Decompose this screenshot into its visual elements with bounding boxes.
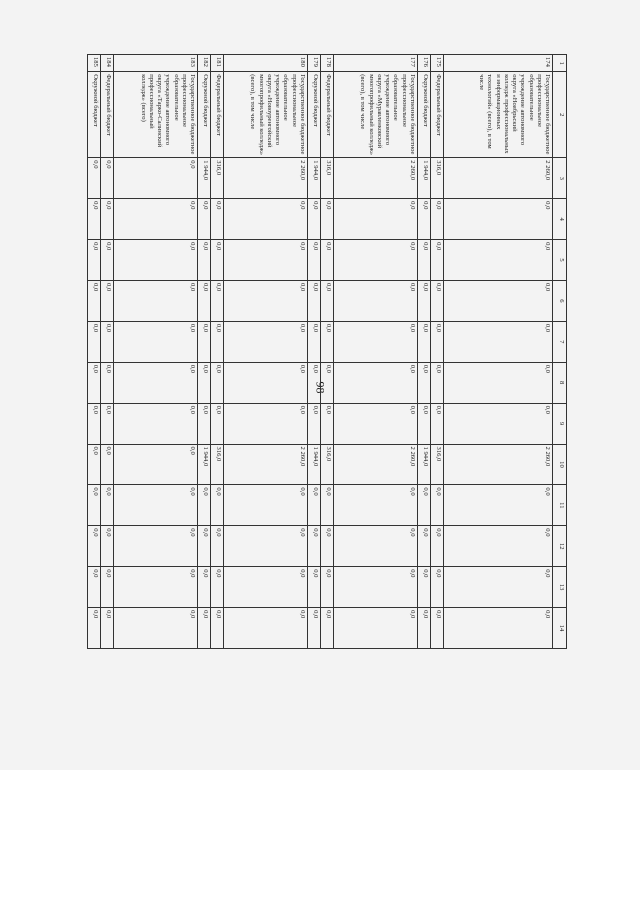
- value-cell: 0,0: [113, 280, 197, 321]
- value-cell: 1 944,0: [307, 444, 320, 485]
- value-cell: 1 944,0: [198, 444, 211, 485]
- value-cell: 0,0: [113, 240, 197, 281]
- value-cell: 1 944,0: [198, 158, 211, 199]
- value-cell: 0,0: [88, 240, 101, 281]
- value-cell: 0,0: [443, 403, 552, 444]
- header-cell: 10: [553, 444, 567, 485]
- row-number: 177: [333, 55, 417, 72]
- value-cell: 0,0: [210, 526, 223, 567]
- value-cell: 1 944,0: [417, 444, 430, 485]
- value-cell: 316,0: [320, 444, 333, 485]
- value-cell: 0,0: [210, 362, 223, 403]
- value-cell: 0,0: [113, 608, 197, 649]
- value-cell: 0,0: [101, 199, 114, 240]
- value-cell: 0,0: [333, 240, 417, 281]
- value-cell: 1 944,0: [417, 158, 430, 199]
- value-cell: 0,0: [101, 608, 114, 649]
- value-cell: 2 260,0: [333, 158, 417, 199]
- value-cell: 0,0: [320, 526, 333, 567]
- value-cell: 0,0: [88, 321, 101, 362]
- table-row: [333, 55, 417, 649]
- header-cell: 14: [553, 608, 567, 649]
- value-cell: 0,0: [430, 608, 443, 649]
- value-cell: 0,0: [307, 526, 320, 567]
- row-name: Федеральный бюджет: [430, 72, 443, 158]
- value-cell: 0,0: [333, 567, 417, 608]
- value-cell: 0,0: [113, 158, 197, 199]
- value-cell: 0,0: [101, 526, 114, 567]
- value-cell: 0,0: [88, 485, 101, 526]
- row-name: Федеральный бюджет: [320, 72, 333, 158]
- value-cell: 0,0: [101, 567, 114, 608]
- header-cell: 11: [553, 485, 567, 526]
- value-cell: 0,0: [320, 567, 333, 608]
- value-cell: 0,0: [430, 526, 443, 567]
- value-cell: 316,0: [320, 158, 333, 199]
- value-cell: 316,0: [430, 444, 443, 485]
- row-name: Окружной бюджет: [198, 72, 211, 158]
- value-cell: 0,0: [88, 444, 101, 485]
- value-cell: 0,0: [320, 608, 333, 649]
- table-body: [88, 55, 553, 649]
- value-cell: 0,0: [113, 526, 197, 567]
- value-cell: 0,0: [210, 608, 223, 649]
- value-cell: 0,0: [417, 403, 430, 444]
- value-cell: 0,0: [333, 362, 417, 403]
- value-cell: 0,0: [101, 403, 114, 444]
- row-number: 183: [113, 55, 197, 72]
- value-cell: 0,0: [307, 240, 320, 281]
- value-cell: 0,0: [320, 403, 333, 444]
- table-row: [307, 55, 320, 649]
- value-cell: 0,0: [210, 240, 223, 281]
- value-cell: 0,0: [320, 485, 333, 526]
- table-row: [101, 55, 114, 649]
- value-cell: 0,0: [333, 321, 417, 362]
- table-row: [210, 55, 223, 649]
- value-cell: 0,0: [113, 403, 197, 444]
- value-cell: 0,0: [417, 240, 430, 281]
- value-cell: 0,0: [223, 608, 307, 649]
- value-cell: 0,0: [113, 444, 197, 485]
- value-cell: 0,0: [88, 362, 101, 403]
- row-name: Окружной бюджет: [88, 72, 101, 158]
- value-cell: 0,0: [307, 280, 320, 321]
- header-cell: 1: [553, 55, 567, 72]
- value-cell: 0,0: [223, 485, 307, 526]
- value-cell: 0,0: [443, 567, 552, 608]
- value-cell: 0,0: [443, 608, 552, 649]
- value-cell: 0,0: [443, 526, 552, 567]
- value-cell: 0,0: [430, 240, 443, 281]
- value-cell: 0,0: [223, 321, 307, 362]
- header-cell: 12: [553, 526, 567, 567]
- value-cell: 0,0: [443, 280, 552, 321]
- value-cell: 0,0: [417, 526, 430, 567]
- row-number: 182: [198, 55, 211, 72]
- value-cell: 0,0: [113, 362, 197, 403]
- value-cell: 0,0: [307, 403, 320, 444]
- value-cell: 0,0: [443, 362, 552, 403]
- table-row: [443, 55, 552, 649]
- value-cell: 0,0: [223, 199, 307, 240]
- value-cell: 0,0: [101, 158, 114, 199]
- value-cell: 316,0: [430, 158, 443, 199]
- value-cell: 0,0: [443, 199, 552, 240]
- value-cell: 0,0: [333, 199, 417, 240]
- value-cell: 0,0: [198, 240, 211, 281]
- value-cell: 0,0: [333, 526, 417, 567]
- row-name: Федеральный бюджет: [210, 72, 223, 158]
- value-cell: 0,0: [307, 485, 320, 526]
- value-cell: 0,0: [198, 485, 211, 526]
- value-cell: 316,0: [210, 158, 223, 199]
- value-cell: 0,0: [210, 485, 223, 526]
- table-row: [198, 55, 211, 649]
- value-cell: 0,0: [417, 485, 430, 526]
- value-cell: 0,0: [198, 199, 211, 240]
- row-number: 180: [223, 55, 307, 72]
- row-number: 175: [430, 55, 443, 72]
- value-cell: 0,0: [198, 526, 211, 567]
- value-cell: 2 260,0: [443, 158, 552, 199]
- table-row: [320, 55, 333, 649]
- budget-table: [87, 54, 567, 649]
- value-cell: 0,0: [417, 608, 430, 649]
- value-cell: 0,0: [430, 567, 443, 608]
- value-cell: 0,0: [198, 321, 211, 362]
- table-row: [88, 55, 101, 649]
- value-cell: 0,0: [307, 199, 320, 240]
- value-cell: 0,0: [223, 567, 307, 608]
- value-cell: 0,0: [320, 321, 333, 362]
- value-cell: 0,0: [430, 280, 443, 321]
- value-cell: 0,0: [417, 199, 430, 240]
- value-cell: 0,0: [88, 608, 101, 649]
- value-cell: 0,0: [101, 321, 114, 362]
- value-cell: 0,0: [307, 321, 320, 362]
- value-cell: 0,0: [333, 280, 417, 321]
- value-cell: 0,0: [198, 567, 211, 608]
- value-cell: 0,0: [223, 280, 307, 321]
- value-cell: 0,0: [88, 280, 101, 321]
- value-cell: 0,0: [198, 608, 211, 649]
- value-cell: 0,0: [320, 362, 333, 403]
- value-cell: 0,0: [333, 403, 417, 444]
- value-cell: 0,0: [430, 199, 443, 240]
- table-row: [113, 55, 197, 649]
- value-cell: 316,0: [210, 444, 223, 485]
- value-cell: 0,0: [210, 199, 223, 240]
- value-cell: 2 260,0: [223, 444, 307, 485]
- row-name: Государственное бюджетное профессиональное образовательное учреждение автономного округа «Муравленковский многопрофильный колледж» (всего), в том числе: [333, 72, 417, 158]
- value-cell: 0,0: [223, 240, 307, 281]
- header-cell: 4: [553, 199, 567, 240]
- value-cell: 0,0: [113, 567, 197, 608]
- header-cell: 7: [553, 321, 567, 362]
- row-name: Окружной бюджет: [417, 72, 430, 158]
- value-cell: 0,0: [113, 321, 197, 362]
- row-number: 185: [88, 55, 101, 72]
- row-name: Государственное бюджетное профессиональное образовательное учреждение автономного округа «Ноябрьский колледж профессиональных и информационных технологий» (всего), в том числе: [443, 72, 552, 158]
- value-cell: 0,0: [223, 362, 307, 403]
- value-cell: 0,0: [101, 485, 114, 526]
- row-number: 179: [307, 55, 320, 72]
- value-cell: 0,0: [320, 280, 333, 321]
- header-row: [553, 55, 567, 649]
- value-cell: 0,0: [430, 321, 443, 362]
- value-cell: 0,0: [88, 199, 101, 240]
- value-cell: 0,0: [101, 240, 114, 281]
- value-cell: 0,0: [443, 240, 552, 281]
- value-cell: 0,0: [210, 280, 223, 321]
- header-cell: 13: [553, 567, 567, 608]
- table-container: [87, 54, 567, 649]
- table-row: [223, 55, 307, 649]
- row-number: 174: [443, 55, 552, 72]
- value-cell: 0,0: [88, 526, 101, 567]
- value-cell: 0,0: [198, 280, 211, 321]
- row-name: Государственное бюджетное профессиональное образовательное учреждение автономного округа «Новоуренгойский многопрофильный колледж» (всего), в том числе: [223, 72, 307, 158]
- value-cell: 0,0: [88, 158, 101, 199]
- value-cell: 0,0: [101, 280, 114, 321]
- value-cell: 0,0: [101, 362, 114, 403]
- value-cell: 0,0: [113, 485, 197, 526]
- table-row: [417, 55, 430, 649]
- value-cell: 0,0: [320, 199, 333, 240]
- page-number: 98: [313, 381, 328, 394]
- value-cell: 0,0: [223, 526, 307, 567]
- value-cell: 2 260,0: [443, 444, 552, 485]
- value-cell: 0,0: [210, 321, 223, 362]
- value-cell: 0,0: [430, 403, 443, 444]
- header-cell: 3: [553, 158, 567, 199]
- value-cell: 2 260,0: [223, 158, 307, 199]
- value-cell: 0,0: [417, 280, 430, 321]
- value-cell: 0,0: [307, 567, 320, 608]
- value-cell: 0,0: [430, 362, 443, 403]
- value-cell: 0,0: [430, 485, 443, 526]
- value-cell: 0,0: [320, 240, 333, 281]
- row-name: Федеральный бюджет: [101, 72, 114, 158]
- value-cell: 1 944,0: [307, 158, 320, 199]
- value-cell: 0,0: [210, 567, 223, 608]
- value-cell: 0,0: [88, 567, 101, 608]
- table-header: [553, 55, 567, 649]
- value-cell: 0,0: [307, 608, 320, 649]
- value-cell: 0,0: [113, 199, 197, 240]
- value-cell: 0,0: [417, 362, 430, 403]
- value-cell: 0,0: [307, 362, 320, 403]
- value-cell: 0,0: [443, 485, 552, 526]
- value-cell: 0,0: [417, 321, 430, 362]
- value-cell: 0,0: [417, 567, 430, 608]
- value-cell: 0,0: [223, 403, 307, 444]
- row-number: 178: [320, 55, 333, 72]
- value-cell: 0,0: [88, 403, 101, 444]
- row-name: Государственное бюджетное профессиональное образовательное учреждение автономного округа «Тарко-Салинский профессиональный колледж» (всего): [113, 72, 197, 158]
- row-number: 181: [210, 55, 223, 72]
- header-cell: 8: [553, 362, 567, 403]
- value-cell: 0,0: [198, 403, 211, 444]
- header-cell: 6: [553, 280, 567, 321]
- value-cell: 0,0: [198, 362, 211, 403]
- row-number: 176: [417, 55, 430, 72]
- row-number: 184: [101, 55, 114, 72]
- header-cell: 2: [553, 72, 567, 158]
- value-cell: 0,0: [443, 321, 552, 362]
- value-cell: 0,0: [101, 444, 114, 485]
- value-cell: 0,0: [333, 485, 417, 526]
- header-cell: 5: [553, 240, 567, 281]
- table-row: [430, 55, 443, 649]
- value-cell: 0,0: [333, 608, 417, 649]
- value-cell: 2 260,0: [333, 444, 417, 485]
- header-cell: 9: [553, 403, 567, 444]
- row-name: Окружной бюджет: [307, 72, 320, 158]
- value-cell: 0,0: [210, 403, 223, 444]
